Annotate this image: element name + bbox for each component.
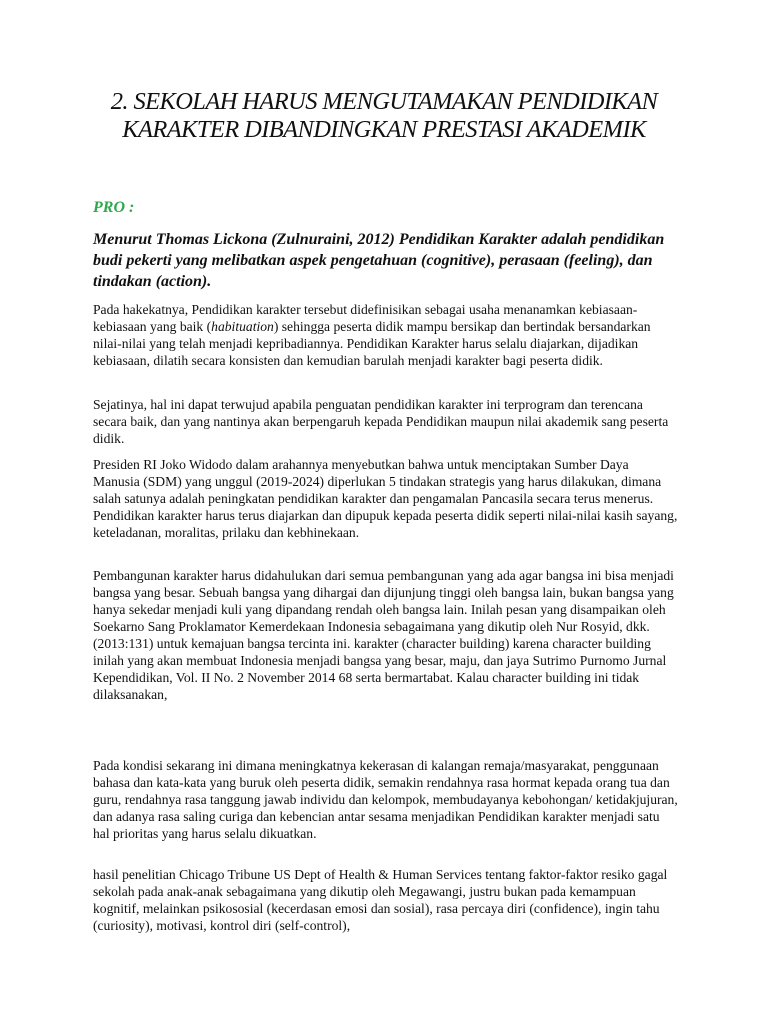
paragraph-pembangunan: Pembangunan karakter harus didahulukan dari semua pembangunan yang ada agar bangsa ini bisa menjadi bangsa yang besar. Sebuah bangsa yang dihargai dan dijunjung tinggi oleh bangsa lain, bukan bangsa yang hanya sekedar menjadi kuli yang dipandang rendah oleh bangsa lain. Inilah pesan yang disampaikan oleh Soekarno Sang Proklamator Kemerdekaan Indonesia sebagaimana yang dikutip oleh Nur Rosyid, dkk. (2013:131) untuk kemajuan bangsa tercinta ini. karakter (character building) karena character building inilah yang akan membuat Indonesia menjadi bangsa yang besar, maju, dan jaya Sutrimo Purnomo Jurnal Kependidikan, Vol. II No. 2 November 2014 68 serta bermartabat. Kalau character building ini tidak dilaksanakan,: [93, 568, 674, 702]
habituation-emphasis: habituation: [211, 319, 274, 334]
document-title: 2. SEKOLAH HARUS MENGUTAMAKAN PENDIDIKAN KARAKTER DIBANDINGKAN PRESTASI AKADEMIK: [110, 88, 658, 143]
paragraph-habituation-after: ) sehingga peserta didik mampu bersikap dan bertindak bersandarkan nilai-nilai yang telah menjadi kepribadiannya. Pendidikan Karakter harus selalu diajarkan, dijadikan kebiasaan, dilatih secara konsisten dan kemudian barulah menjadi karakter bagi peserta didik.: [93, 319, 651, 368]
paragraph-sejatinya: Sejatinya, hal ini dapat terwujud apabila penguatan pendidikan karakter ini terprogram dan terencana secara baik, dan yang nantinya akan berpengaruh kepada Pendidikan maupun nilai akademik sang peserta didik.: [93, 397, 669, 446]
paragraph-habituation: [93, 301, 678, 369]
paragraph-kondisi: Pada kondisi sekarang ini dimana meningkatnya kekerasan di kalangan remaja/masyarakat, penggunaan bahasa dan kata-kata yang buruk oleh peserta didik, semakin rendahnya rasa hormat kepada orang tua dan guru, rendahnya rasa tanggung jawab individu dan kelompok, membudayanya kebohongan/ ketidakjujuran, dan adanya rasa saling curiga dan kebencian antar sesama menjadikan Pendidikan karakter menjadi satu hal prioritas yang harus selalu dikuatkan.: [93, 758, 678, 841]
lickona-quote: Menurut Thomas Lickona (Zulnuraini, 2012) Pendidikan Karakter adalah pendidikan budi pekerti yang melibatkan aspek pengetahuan (cognitive), perasaan (feeling), dan tindakan (action).: [93, 231, 665, 290]
paragraph-penelitian: hasil penelitian Chicago Tribune US Dept of Health & Human Services tentang faktor-faktor resiko gagal sekolah pada anak-anak sebagaimana yang dikutip oleh Megawangi, justru bukan pada kemampuan kognitif, melainkan psikososial (kecerdasan emosi dan sosial), rasa percaya diri (confidence), ingin tahu (curiosity), motivasi, kontrol diri (self-control),: [93, 867, 668, 933]
pro-label: PRO :: [93, 199, 135, 216]
paragraph-presiden: Presiden RI Joko Widodo dalam arahannya menyebutkan bahwa untuk menciptakan Sumber Daya Manusia (SDM) yang unggul (2019-2024) diperlukan 5 tindakan strategis yang harus dilakukan, dimana salah satunya adalah peningkatan pendidikan karakter dan pengamalan Pancasila secara terus menerus. Pendidikan karakter harus terus diajarkan dan dipupuk kepada peserta didik seperti nilai-nilai kasih sayang, keteladanan, moralitas, prilaku dan kebhinekaan.: [93, 457, 678, 540]
paragraph-habituation-before: Pada hakekatnya, Pendidikan karakter tersebut didefinisikan sebagai usaha menanamkan kebiasaan-kebiasaan yang baik (: [93, 302, 638, 334]
